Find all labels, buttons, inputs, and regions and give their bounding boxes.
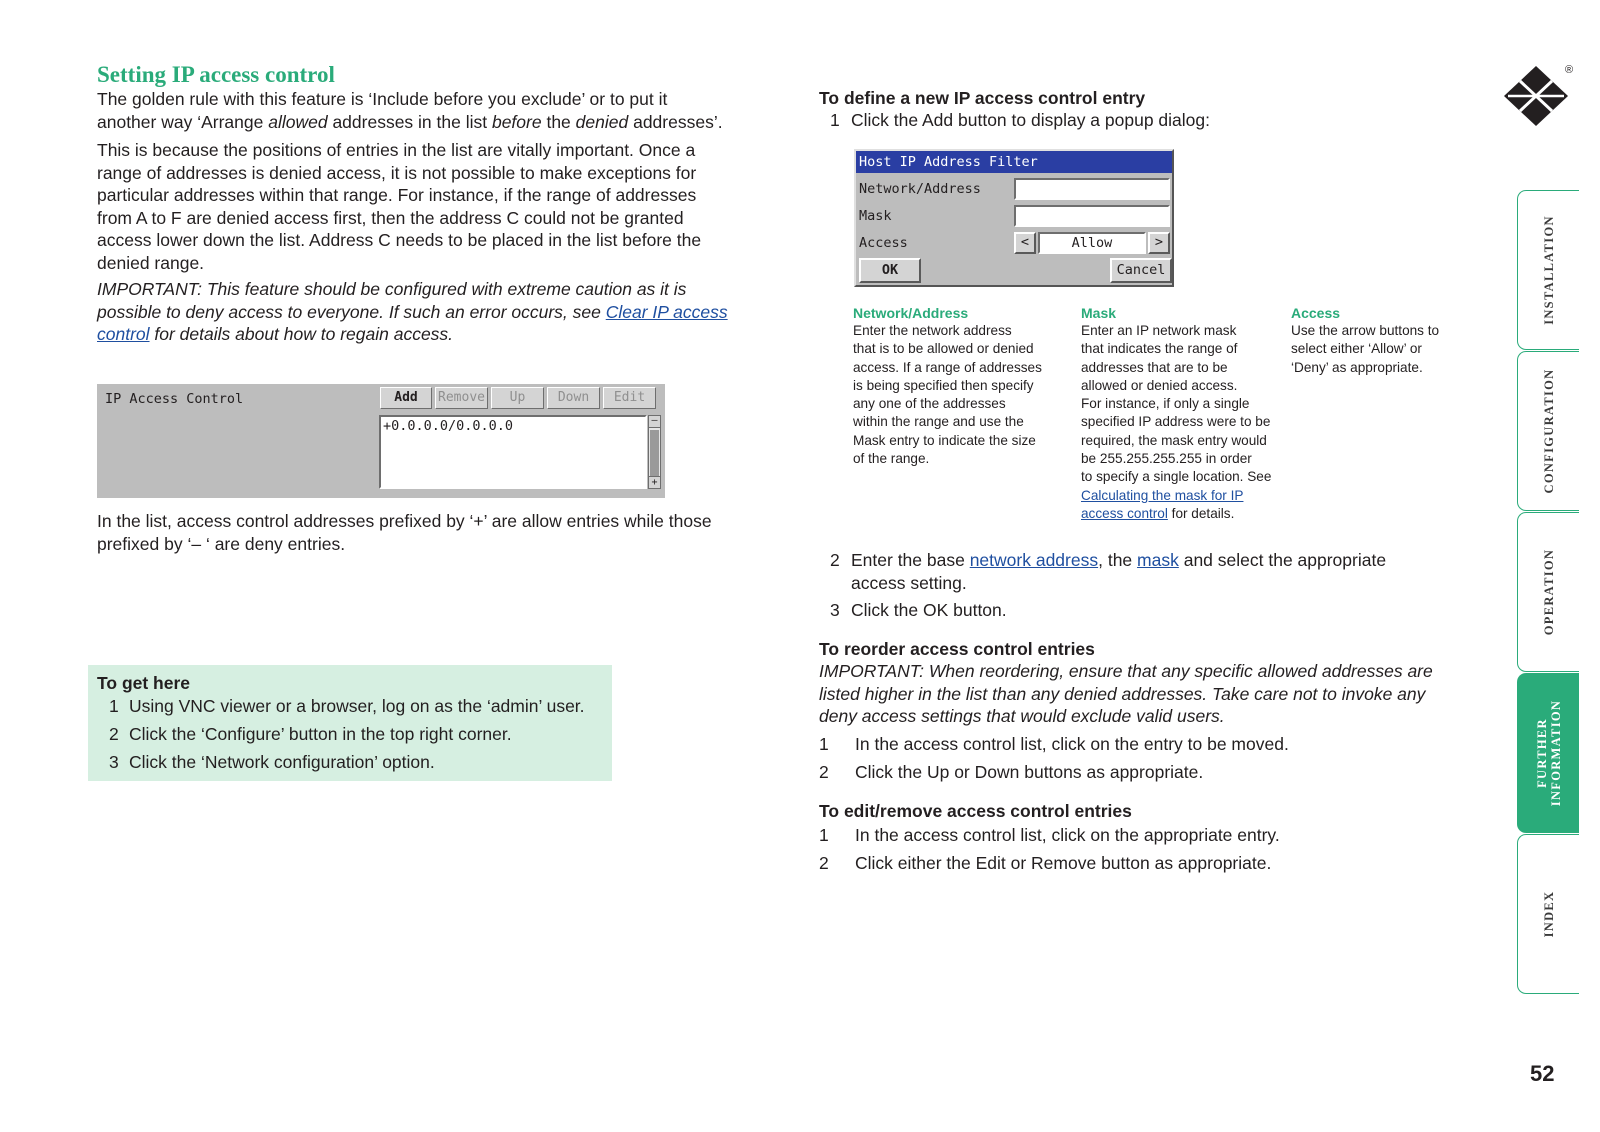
text-line: IMPORTANT: This feature should be configured with extreme caution as it is [97, 279, 687, 299]
registered-mark: ® [1565, 64, 1574, 76]
tab-operation[interactable] [1517, 512, 1579, 672]
ok-button[interactable]: OK [859, 258, 921, 283]
important-note [97, 278, 787, 346]
text-line: from A to F are denied access first, then the address C could not be granted [97, 207, 684, 228]
scroll-up-button[interactable]: – [649, 416, 660, 428]
text-line: particular addresses within that range. For instance, if the range of addresses [97, 185, 697, 205]
reorder-heading: To reorder access control entries [819, 639, 1095, 659]
text-line: access lower down the list. Address C needs to be placed in the list before the [97, 230, 702, 250]
edit-step: 1 In the access control list, click on the appropriate entry. [819, 825, 1280, 845]
tab-label: CONFIGURATION [1541, 368, 1556, 494]
network-address-description [853, 304, 1063, 468]
scroll-down-button[interactable]: + [649, 476, 660, 488]
text-line: This is because the positions of entries in the list are vitally important. Once a [97, 140, 696, 160]
page-title: Setting IP access control [97, 62, 335, 87]
mask-link[interactable]: mask [1137, 550, 1179, 570]
text-line: prefixed by ‘– ‘ are deny entries. [97, 533, 346, 554]
intro-line: The golden rule with this feature is ‘Include before you exclude’ or to put it [97, 89, 668, 109]
tab-label: OPERATION [1541, 548, 1556, 636]
clear-ip-access-link[interactable]: Clear IP access [605, 301, 728, 322]
edit-heading: To edit/remove access control entries [819, 801, 1132, 821]
column-heading: Mask [1081, 305, 1117, 321]
tab-configuration[interactable] [1517, 351, 1579, 511]
access-value-field[interactable]: Allow [1038, 232, 1146, 254]
define-step: 3 Click the OK button. [830, 600, 1007, 620]
access-list[interactable] [379, 415, 647, 489]
clear-ip-access-link-cont[interactable]: control [97, 324, 150, 344]
mask-description [1081, 304, 1293, 523]
access-label: Access [859, 235, 908, 251]
dialog-title: Host IP Address Filter [856, 151, 1172, 173]
define-step: 2 Enter the base network address, the mask and select the appropriate access setting. [830, 550, 1387, 593]
mask-label: Mask [859, 208, 892, 224]
intro-line: another way ‘Arrange allowed addresses in the list before the denied addresses’. [97, 111, 723, 132]
list-scrollbar[interactable] [648, 415, 661, 489]
mask-input[interactable] [1014, 205, 1170, 227]
intro-paragraph [97, 88, 777, 133]
access-description [1291, 304, 1471, 377]
tab-further-information[interactable] [1517, 673, 1579, 833]
text-line: possible to deny access to everyone. If such an error occurs, see Clear IP access [97, 301, 728, 322]
get-here-box [88, 665, 612, 781]
get-here-step: 3 Click the ‘Network configuration’ option. [109, 752, 435, 772]
network-address-link[interactable]: network address [969, 550, 1099, 570]
calculating-mask-link-cont[interactable]: access control [1081, 505, 1168, 521]
access-left-arrow-button[interactable]: < [1014, 232, 1036, 254]
up-button[interactable]: Up [491, 387, 544, 409]
tab-index[interactable] [1517, 834, 1579, 994]
access-right-arrow-button[interactable]: > [1148, 232, 1170, 254]
text-line: control for details about how to regain access. [97, 324, 454, 344]
tab-installation[interactable] [1517, 190, 1579, 350]
text-line: range of addresses is denied access, it is not possible to make exceptions for [97, 162, 697, 183]
reorder-step: 2 Click the Up or Down buttons as appropriate. [819, 762, 1204, 782]
text-line: In the list, access control addresses prefixed by ‘+’ are allow entries while those [97, 511, 712, 531]
add-button[interactable]: Add [380, 387, 432, 409]
list-item[interactable]: +0.0.0.0/0.0.0.0 [383, 418, 514, 434]
host-ip-filter-dialog [854, 149, 1174, 287]
column-heading: Access [1291, 305, 1341, 321]
edit-step: 2 Click either the Edit or Remove button as appropriate. [819, 853, 1272, 873]
network-address-input[interactable] [1014, 178, 1170, 200]
remove-button[interactable]: Remove [435, 387, 488, 409]
description-text: Use the arrow buttons to select either ‘Allow’ or ‘Deny’ as appropriate. [1291, 323, 1440, 375]
get-here-step: 1 Using VNC viewer or a browser, log on as the ‘admin’ user. [109, 696, 585, 716]
edit-button[interactable]: Edit [603, 387, 656, 409]
network-address-label: Network/Address [859, 181, 981, 197]
page-number: 52 [1530, 1061, 1555, 1086]
ip-access-control-panel [97, 384, 665, 498]
get-here-step: 2 Click the ‘Configure’ button in the top right corner. [109, 724, 512, 744]
reorder-step: 1 In the access control list, click on the entry to be moved. [819, 734, 1289, 754]
text-line: denied range. [97, 252, 205, 273]
list-note [97, 510, 787, 555]
down-button[interactable]: Down [547, 387, 600, 409]
tab-label: FURTHER INFORMATION [1534, 699, 1563, 807]
explanation-paragraph [97, 139, 777, 274]
column-heading: Network/Address [853, 305, 969, 321]
description-text: Enter an IP network mask that indicates the range of addresses that are to be allowed or denied access. For instance, if only a single specified IP address were to be required, the mask entry would be 255.255.255.255 in order to specify a single location. See Calculating the mask for IP access control for details. [1081, 323, 1272, 521]
tab-label: INDEX [1541, 890, 1556, 938]
ip-access-control-label: IP Access Control [105, 391, 244, 407]
define-step: 1 Click the Add button to display a popup dialog: [830, 110, 1210, 130]
calculating-mask-link[interactable]: Calculating the mask for IP [1081, 487, 1244, 503]
define-heading: To define a new IP access control entry [819, 88, 1146, 108]
get-here-heading: To get here [97, 673, 191, 693]
cancel-button[interactable]: Cancel [1110, 258, 1172, 283]
reorder-important-note: IMPORTANT: When reordering, ensure that any specific allowed addresses are listed higher in the list than any denied addresses. Take care not to invoke any deny access settings that would exclude valid users. [819, 661, 1433, 726]
scroll-thumb[interactable] [650, 430, 659, 476]
description-text: Enter the network address that is to be allowed or denied access. If a range of addresses is being specified then specify any one of the addresses within the range and use the Mask entry to indicate the size of the range. [853, 323, 1042, 467]
tab-label: INSTALLATION [1541, 215, 1556, 325]
